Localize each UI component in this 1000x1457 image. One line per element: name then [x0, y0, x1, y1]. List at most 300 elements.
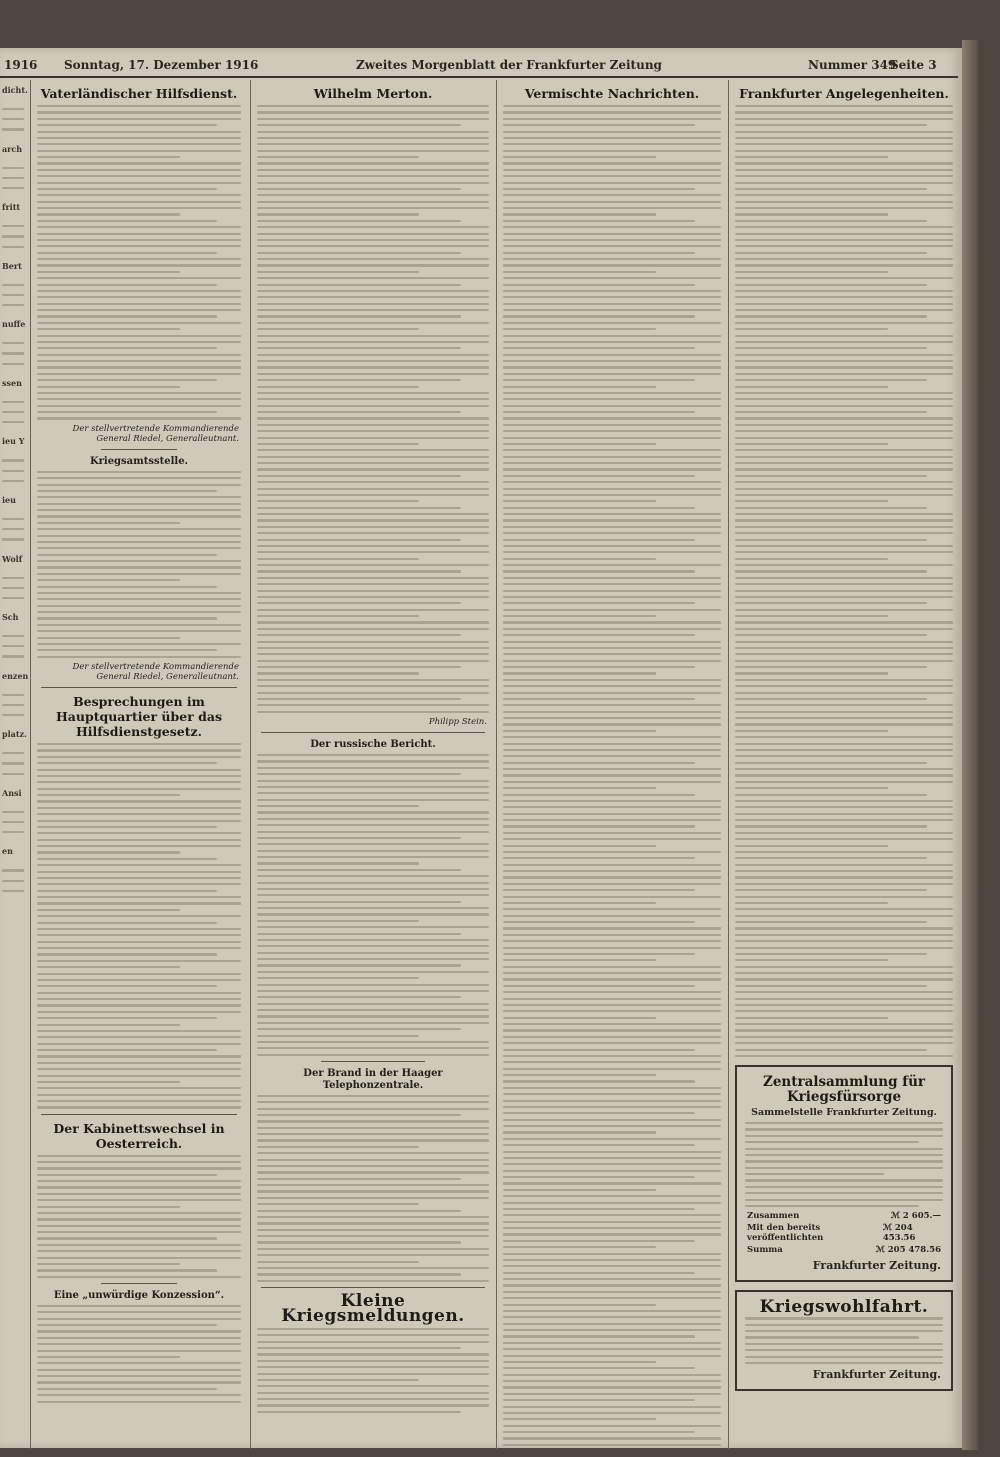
text-line	[257, 1347, 461, 1349]
text-line	[257, 1341, 489, 1343]
text-line	[735, 468, 953, 470]
text-line	[503, 889, 695, 891]
text-line	[37, 1388, 217, 1390]
text-line	[37, 985, 217, 987]
text-line	[2, 645, 24, 647]
text-line	[745, 1179, 943, 1181]
text-line	[257, 856, 489, 858]
text-line	[503, 1361, 656, 1363]
text-line	[257, 660, 489, 662]
text-line	[37, 201, 241, 203]
divider	[101, 449, 177, 450]
text-line	[37, 832, 241, 834]
article-body	[257, 754, 489, 1056]
text-line	[257, 907, 489, 909]
text-line	[2, 762, 24, 764]
text-line	[257, 539, 461, 541]
text-line	[745, 1336, 919, 1338]
text-line	[503, 182, 721, 184]
box-title: Kriegswohlfahrt.	[759, 1297, 929, 1318]
text-line	[503, 519, 721, 521]
text-line	[37, 1011, 241, 1013]
text-line	[37, 1263, 180, 1265]
text-line	[503, 386, 656, 388]
text-line	[503, 1087, 721, 1089]
article-body	[37, 1305, 241, 1403]
headline-russischer-bericht: Der russische Bericht.	[310, 739, 436, 750]
text-line	[503, 864, 721, 866]
text-line	[37, 998, 241, 1000]
column-4	[728, 80, 959, 1449]
text-line	[735, 373, 953, 375]
text-line	[735, 628, 953, 630]
text-line	[503, 1093, 721, 1095]
text-line	[257, 315, 461, 317]
text-line	[37, 1036, 241, 1038]
text-line	[37, 373, 241, 375]
text-line	[37, 839, 241, 841]
text-line	[503, 1291, 721, 1293]
text-line	[503, 239, 721, 241]
text-line	[735, 953, 927, 955]
text-line	[2, 773, 24, 775]
text-line	[735, 883, 953, 885]
text-line	[257, 1398, 489, 1400]
text-line	[257, 1334, 489, 1336]
text-line	[257, 875, 489, 877]
text-line	[745, 1349, 943, 1351]
text-line	[735, 845, 888, 847]
text-line	[503, 188, 695, 190]
text-line	[257, 1280, 489, 1282]
text-line	[257, 792, 489, 794]
text-line	[257, 564, 489, 566]
total-row	[747, 1223, 941, 1243]
text-line	[257, 837, 461, 839]
text-line	[503, 1208, 695, 1210]
text-line	[37, 915, 241, 917]
stub-word: nuffe	[2, 319, 26, 330]
text-line	[257, 692, 489, 694]
text-line	[503, 201, 721, 203]
text-line	[37, 315, 217, 317]
text-line	[503, 1023, 721, 1025]
text-line	[735, 207, 953, 209]
text-line	[37, 554, 217, 556]
text-line	[503, 698, 695, 700]
text-line	[37, 966, 180, 968]
text-line	[503, 564, 721, 566]
text-line	[37, 743, 241, 745]
text-line	[735, 730, 888, 732]
text-line	[37, 118, 241, 120]
text-line	[745, 1324, 943, 1326]
text-line	[257, 1114, 461, 1116]
text-line	[257, 990, 489, 992]
text-line	[503, 1233, 721, 1235]
text-line	[37, 252, 217, 254]
text-line	[37, 896, 241, 898]
text-line	[257, 475, 461, 477]
text-line	[503, 883, 721, 885]
text-line	[257, 182, 489, 184]
masthead	[0, 52, 958, 78]
text-line	[37, 226, 241, 228]
text-line	[37, 477, 241, 479]
text-line	[503, 1444, 721, 1446]
text-line	[37, 1369, 241, 1371]
text-line	[745, 1362, 943, 1364]
text-line	[257, 805, 419, 807]
text-line	[503, 111, 721, 113]
text-line	[745, 1343, 943, 1345]
text-line	[37, 947, 241, 949]
text-line	[37, 871, 241, 873]
text-line	[257, 162, 489, 164]
text-line	[37, 794, 180, 796]
text-line	[735, 819, 953, 821]
donor-list	[745, 1122, 943, 1207]
text-line	[503, 284, 695, 286]
text-line	[37, 769, 241, 771]
text-line	[257, 964, 461, 966]
text-line	[37, 1094, 241, 1096]
text-line	[257, 449, 489, 451]
text-line	[735, 539, 927, 541]
text-line	[735, 462, 953, 464]
text-line	[37, 756, 241, 758]
text-line	[735, 564, 953, 566]
article-body	[735, 105, 953, 1057]
text-line	[503, 131, 721, 133]
text-line	[503, 609, 721, 611]
text-line	[257, 252, 461, 254]
text-line	[503, 679, 721, 681]
text-line	[503, 940, 721, 942]
text-line	[735, 876, 953, 878]
text-line	[503, 1049, 695, 1051]
text-line	[735, 360, 953, 362]
text-line	[257, 1127, 489, 1129]
text-line	[37, 1362, 241, 1364]
text-line	[503, 857, 695, 859]
text-line	[37, 1375, 241, 1377]
text-line	[257, 615, 419, 617]
text-line	[37, 528, 241, 530]
text-line	[257, 926, 489, 928]
text-line	[503, 1304, 656, 1306]
text-line	[37, 182, 241, 184]
text-line	[257, 131, 489, 133]
text-line	[2, 342, 24, 344]
text-line	[37, 566, 241, 568]
text-line	[257, 424, 489, 426]
text-line	[37, 807, 241, 809]
text-line	[257, 583, 489, 585]
box-brand: Frankfurter Zeitung.	[812, 1368, 941, 1382]
text-line	[37, 105, 241, 107]
text-line	[257, 354, 489, 356]
text-line	[503, 1240, 695, 1242]
text-line	[735, 124, 927, 126]
text-line	[37, 922, 217, 924]
text-line	[37, 877, 241, 879]
text-line	[735, 857, 927, 859]
text-line	[257, 628, 489, 630]
box-title: Zentralsammlung für Kriegsfürsorge	[762, 1074, 926, 1106]
text-line	[257, 105, 489, 107]
text-line	[257, 1203, 419, 1205]
text-line	[37, 220, 217, 222]
text-line	[735, 398, 953, 400]
text-line	[37, 379, 217, 381]
text-line	[37, 1068, 241, 1070]
text-line	[257, 1095, 489, 1097]
text-line	[37, 213, 180, 215]
text-line	[37, 1055, 241, 1057]
text-line	[257, 1235, 489, 1237]
text-line	[257, 609, 489, 611]
text-line	[503, 1227, 721, 1229]
text-line	[745, 1135, 943, 1137]
text-line	[257, 1120, 489, 1122]
text-line	[735, 1049, 927, 1051]
text-line	[735, 596, 953, 598]
text-line	[503, 449, 721, 451]
headline-konzession: Eine „unwürdige Konzession“.	[53, 1289, 225, 1301]
stub-word: en	[2, 846, 13, 857]
text-line	[37, 928, 241, 930]
text-line	[257, 1146, 419, 1148]
text-line	[735, 787, 888, 789]
text-line	[257, 596, 489, 598]
text-line	[37, 1186, 241, 1188]
text-line	[503, 1068, 721, 1070]
text-line	[37, 405, 241, 407]
text-line	[37, 992, 241, 994]
text-line	[37, 341, 241, 343]
text-line	[37, 858, 217, 860]
text-line	[503, 233, 721, 235]
text-line	[735, 507, 927, 509]
text-line	[37, 953, 217, 955]
text-line	[735, 583, 953, 585]
text-line	[37, 328, 180, 330]
text-line	[2, 890, 24, 892]
text-line	[37, 573, 241, 575]
text-line	[257, 1159, 489, 1161]
text-line	[37, 630, 241, 632]
text-line	[735, 889, 927, 891]
text-line	[503, 1418, 656, 1420]
text-line	[37, 496, 241, 498]
text-line	[735, 284, 927, 286]
text-line	[503, 118, 721, 120]
text-line	[37, 800, 241, 802]
text-line	[735, 175, 953, 177]
text-line	[503, 934, 721, 936]
signature: Der stellvertretende Kommandierende General Riedel, Generalleutnant.	[72, 662, 239, 682]
text-line	[735, 978, 953, 980]
text-line	[257, 698, 461, 700]
text-line	[37, 775, 241, 777]
text-line	[257, 939, 489, 941]
text-line	[503, 143, 721, 145]
text-line	[503, 1017, 656, 1019]
issue-date: Sonntag, 17. Dezember 1916	[64, 58, 259, 72]
text-line	[257, 945, 489, 947]
text-line	[257, 264, 489, 266]
stub-word: Wolf	[2, 553, 23, 564]
text-line	[257, 1328, 489, 1330]
text-line	[735, 711, 953, 713]
text-line	[257, 971, 489, 973]
text-line	[503, 794, 695, 796]
text-line	[37, 1004, 241, 1006]
text-line	[745, 1186, 943, 1188]
text-line	[37, 271, 180, 273]
text-line	[735, 692, 953, 694]
text-line	[257, 1267, 489, 1269]
text-line	[503, 245, 721, 247]
text-line	[503, 1157, 721, 1159]
text-line	[257, 456, 489, 458]
text-line	[2, 187, 24, 189]
text-line	[735, 1036, 953, 1038]
text-line	[2, 577, 24, 579]
text-line	[257, 118, 489, 120]
text-line	[735, 437, 953, 439]
text-line	[37, 1250, 241, 1252]
text-line	[37, 156, 180, 158]
stub-word: ieu Y	[2, 436, 25, 447]
text-line	[503, 819, 721, 821]
text-line	[503, 1342, 721, 1344]
text-line	[37, 137, 241, 139]
text-line	[503, 1367, 695, 1369]
text-line	[503, 341, 721, 343]
text-line	[37, 124, 217, 126]
text-line	[735, 921, 927, 923]
text-line	[735, 551, 953, 553]
text-line	[2, 811, 24, 813]
text-line	[37, 1206, 180, 1208]
stub-word: enzen	[2, 670, 28, 681]
text-line	[257, 245, 489, 247]
text-line	[503, 985, 695, 987]
text-line	[503, 1100, 721, 1102]
text-line	[37, 471, 241, 473]
text-line	[257, 488, 489, 490]
text-line	[503, 507, 695, 509]
text-line	[37, 637, 180, 639]
text-line	[37, 883, 241, 885]
text-line	[503, 526, 721, 528]
page-number: Seite 3	[890, 58, 937, 72]
text-line	[37, 1199, 241, 1201]
text-line	[257, 901, 461, 903]
text-line	[257, 888, 489, 890]
text-line	[37, 909, 180, 911]
text-line	[735, 1004, 953, 1006]
text-line	[257, 284, 461, 286]
divider	[261, 1287, 485, 1288]
text-line	[735, 430, 953, 432]
text-line	[503, 443, 656, 445]
text-line	[37, 411, 217, 413]
text-line	[37, 309, 241, 311]
text-line	[735, 998, 953, 1000]
text-line	[37, 960, 241, 962]
text-line	[503, 755, 721, 757]
total-value: ℳ 205 478.56	[875, 1245, 941, 1256]
signature: Philipp Stein.	[428, 717, 487, 727]
text-line	[735, 347, 927, 349]
text-line	[257, 685, 489, 687]
text-line	[257, 386, 419, 388]
text-line	[37, 1174, 217, 1176]
article-body	[37, 105, 241, 420]
text-line	[257, 437, 489, 439]
text-line	[257, 1254, 489, 1256]
text-line	[37, 1180, 241, 1182]
text-line	[257, 672, 419, 674]
text-line	[735, 806, 953, 808]
text-line	[37, 515, 241, 517]
total-value: ℳ 204 453.56	[882, 1223, 916, 1244]
text-line	[503, 711, 721, 713]
text-line	[735, 341, 953, 343]
text-line	[503, 896, 721, 898]
text-line	[257, 704, 489, 706]
text-line	[735, 443, 888, 445]
text-line	[503, 1278, 721, 1280]
text-line	[257, 481, 489, 483]
text-line	[735, 201, 953, 203]
text-line	[257, 996, 461, 998]
box-subtitle: Sammelstelle Frankfurter Zeitung.	[751, 1107, 937, 1119]
text-line	[735, 660, 953, 662]
text-line	[735, 985, 927, 987]
text-line	[257, 258, 489, 260]
text-line	[503, 1355, 721, 1357]
text-line	[37, 851, 180, 853]
text-line	[503, 303, 721, 305]
text-line	[37, 509, 241, 511]
text-line	[735, 449, 953, 451]
text-line	[503, 290, 721, 292]
text-line	[745, 1154, 943, 1156]
text-line	[2, 167, 24, 169]
text-line	[745, 1317, 943, 1319]
text-line	[37, 579, 180, 581]
text-line	[37, 360, 241, 362]
text-line	[503, 481, 721, 483]
text-line	[37, 749, 241, 751]
text-line	[37, 1167, 241, 1169]
text-line	[257, 398, 489, 400]
text-line	[503, 1010, 721, 1012]
text-line	[735, 213, 888, 215]
text-line	[257, 621, 489, 623]
text-line	[503, 685, 721, 687]
text-line	[37, 245, 241, 247]
text-line	[735, 762, 927, 764]
text-line	[37, 586, 217, 588]
text-line	[503, 717, 721, 719]
text-line	[257, 545, 489, 547]
text-line	[503, 373, 721, 375]
